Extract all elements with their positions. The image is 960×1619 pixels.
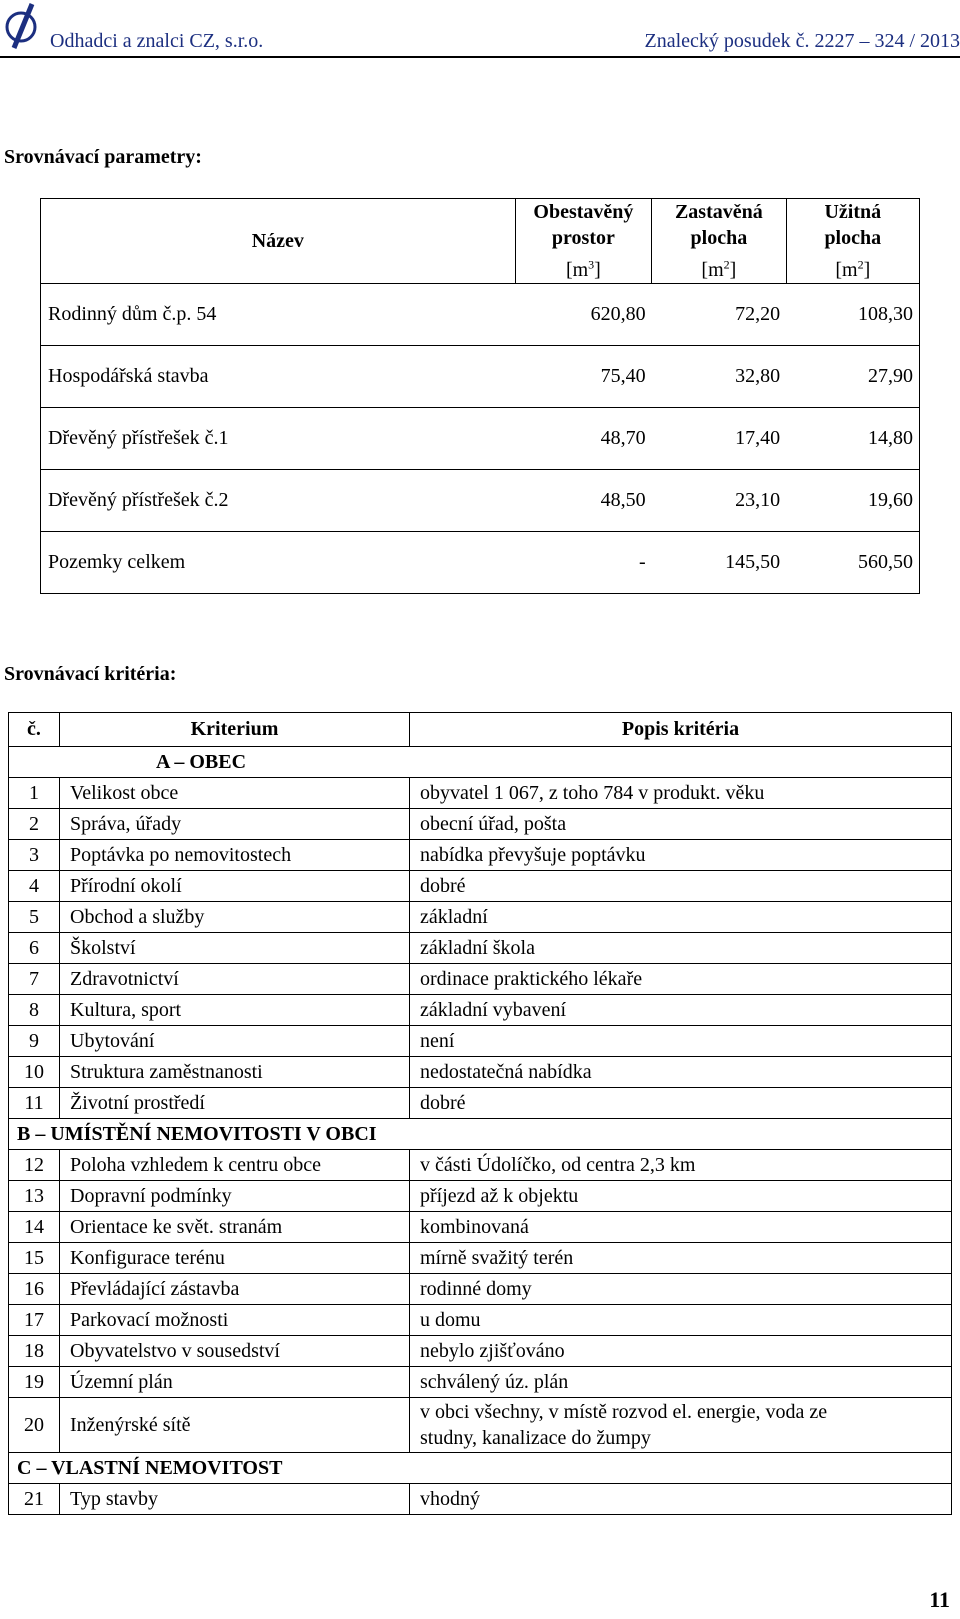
table-row: 7 Zdravotnictví ordinace praktického lékaře [9, 964, 952, 995]
table-row: 12 Poloha vzhledem k centru obce v části Údolíčko, od centra 2,3 km [9, 1150, 952, 1181]
column-header-no: č. [9, 713, 60, 747]
column-header-criterion: Kriterium [60, 713, 410, 747]
section-title-parameters: Srovnávací parametry: [4, 146, 202, 168]
company-logo-icon [4, 2, 42, 52]
table-row: 11 Životní prostředí dobré [9, 1088, 952, 1119]
page-number: 11 [929, 1587, 950, 1612]
table-row: 13 Dopravní podmínky příjezd až k objektu [9, 1181, 952, 1212]
table-row: Dřevěný přístřešek č.2 48,50 23,10 19,60 [41, 470, 920, 532]
table-row: Rodinný dům č.p. 54 620,80 72,20 108,30 [41, 284, 920, 346]
table-row: Dřevěný přístřešek č.1 48,70 17,40 14,80 [41, 408, 920, 470]
table-row: Hospodářská stavba 75,40 32,80 27,90 [41, 346, 920, 408]
table-row: Pozemky celkem - 145,50 560,50 [41, 532, 920, 594]
table-row: 10 Struktura zaměstnanosti nedostatečná nabídka [9, 1057, 952, 1088]
table-row: 17 Parkovací možnosti u domu [9, 1305, 952, 1336]
table-row: 5 Obchod a služby základní [9, 902, 952, 933]
table-row: 15 Konfigurace terénu mírně svažitý terén [9, 1243, 952, 1274]
column-header-built-area: Zastavěná plocha $[m^2]$ [652, 199, 786, 284]
table-row: 14 Orientace ke svět. stranám kombinovaná [9, 1212, 952, 1243]
section-title-criteria: Srovnávací kritéria: [4, 663, 177, 685]
parameters-header-row [41, 199, 920, 284]
page-header [0, 0, 960, 58]
table-row: 16 Převládající zástavba rodinné domy [9, 1274, 952, 1305]
table-row: 4 Přírodní okolí dobré [9, 871, 952, 902]
column-header-built-volume: Obestavěný prostor $[m^3]$ [515, 199, 652, 284]
criteria-header-row [9, 713, 952, 747]
table-row: 1 Velikost obce obyvatel 1 067, z toho 784 v produkt. věku [9, 778, 952, 809]
column-header-description: Popis kritéria [410, 713, 952, 747]
report-number: Znalecký posudek č. 2227 – 324 / 2013 [644, 30, 960, 52]
group-header-a: A – OBEC [9, 747, 952, 778]
column-header-usable-area: Užitná plocha $[m^2]$ [786, 199, 919, 284]
parameters-table [40, 198, 920, 594]
table-row: 21 Typ stavby vhodný [9, 1484, 952, 1515]
table-row: 3 Poptávka po nemovitostech nabídka převyšuje poptávku [9, 840, 952, 871]
table-row: 2 Správa, úřady obecní úřad, pošta [9, 809, 952, 840]
table-row: 9 Ubytování není [9, 1026, 952, 1057]
table-row: 6 Školství základní škola [9, 933, 952, 964]
group-header-b: B – UMÍSTĚNÍ NEMOVITOSTI V OBCI [9, 1119, 952, 1150]
company-name: Odhadci a znalci CZ, s.r.o. [50, 30, 264, 52]
column-header-name: Název [41, 199, 516, 284]
table-row: 8 Kultura, sport základní vybavení [9, 995, 952, 1026]
group-header-c: C – VLASTNÍ NEMOVITOST [9, 1453, 952, 1484]
table-row: 18 Obyvatelstvo v sousedství nebylo zjišťováno [9, 1336, 952, 1367]
table-row: 19 Územní plán schválený úz. plán [9, 1367, 952, 1398]
table-row: 20 Inženýrské sítě v obci všechny, v místě rozvod el. energie, voda ze studny, kanalizace do žumpy [9, 1398, 952, 1453]
criteria-table [8, 712, 952, 1515]
